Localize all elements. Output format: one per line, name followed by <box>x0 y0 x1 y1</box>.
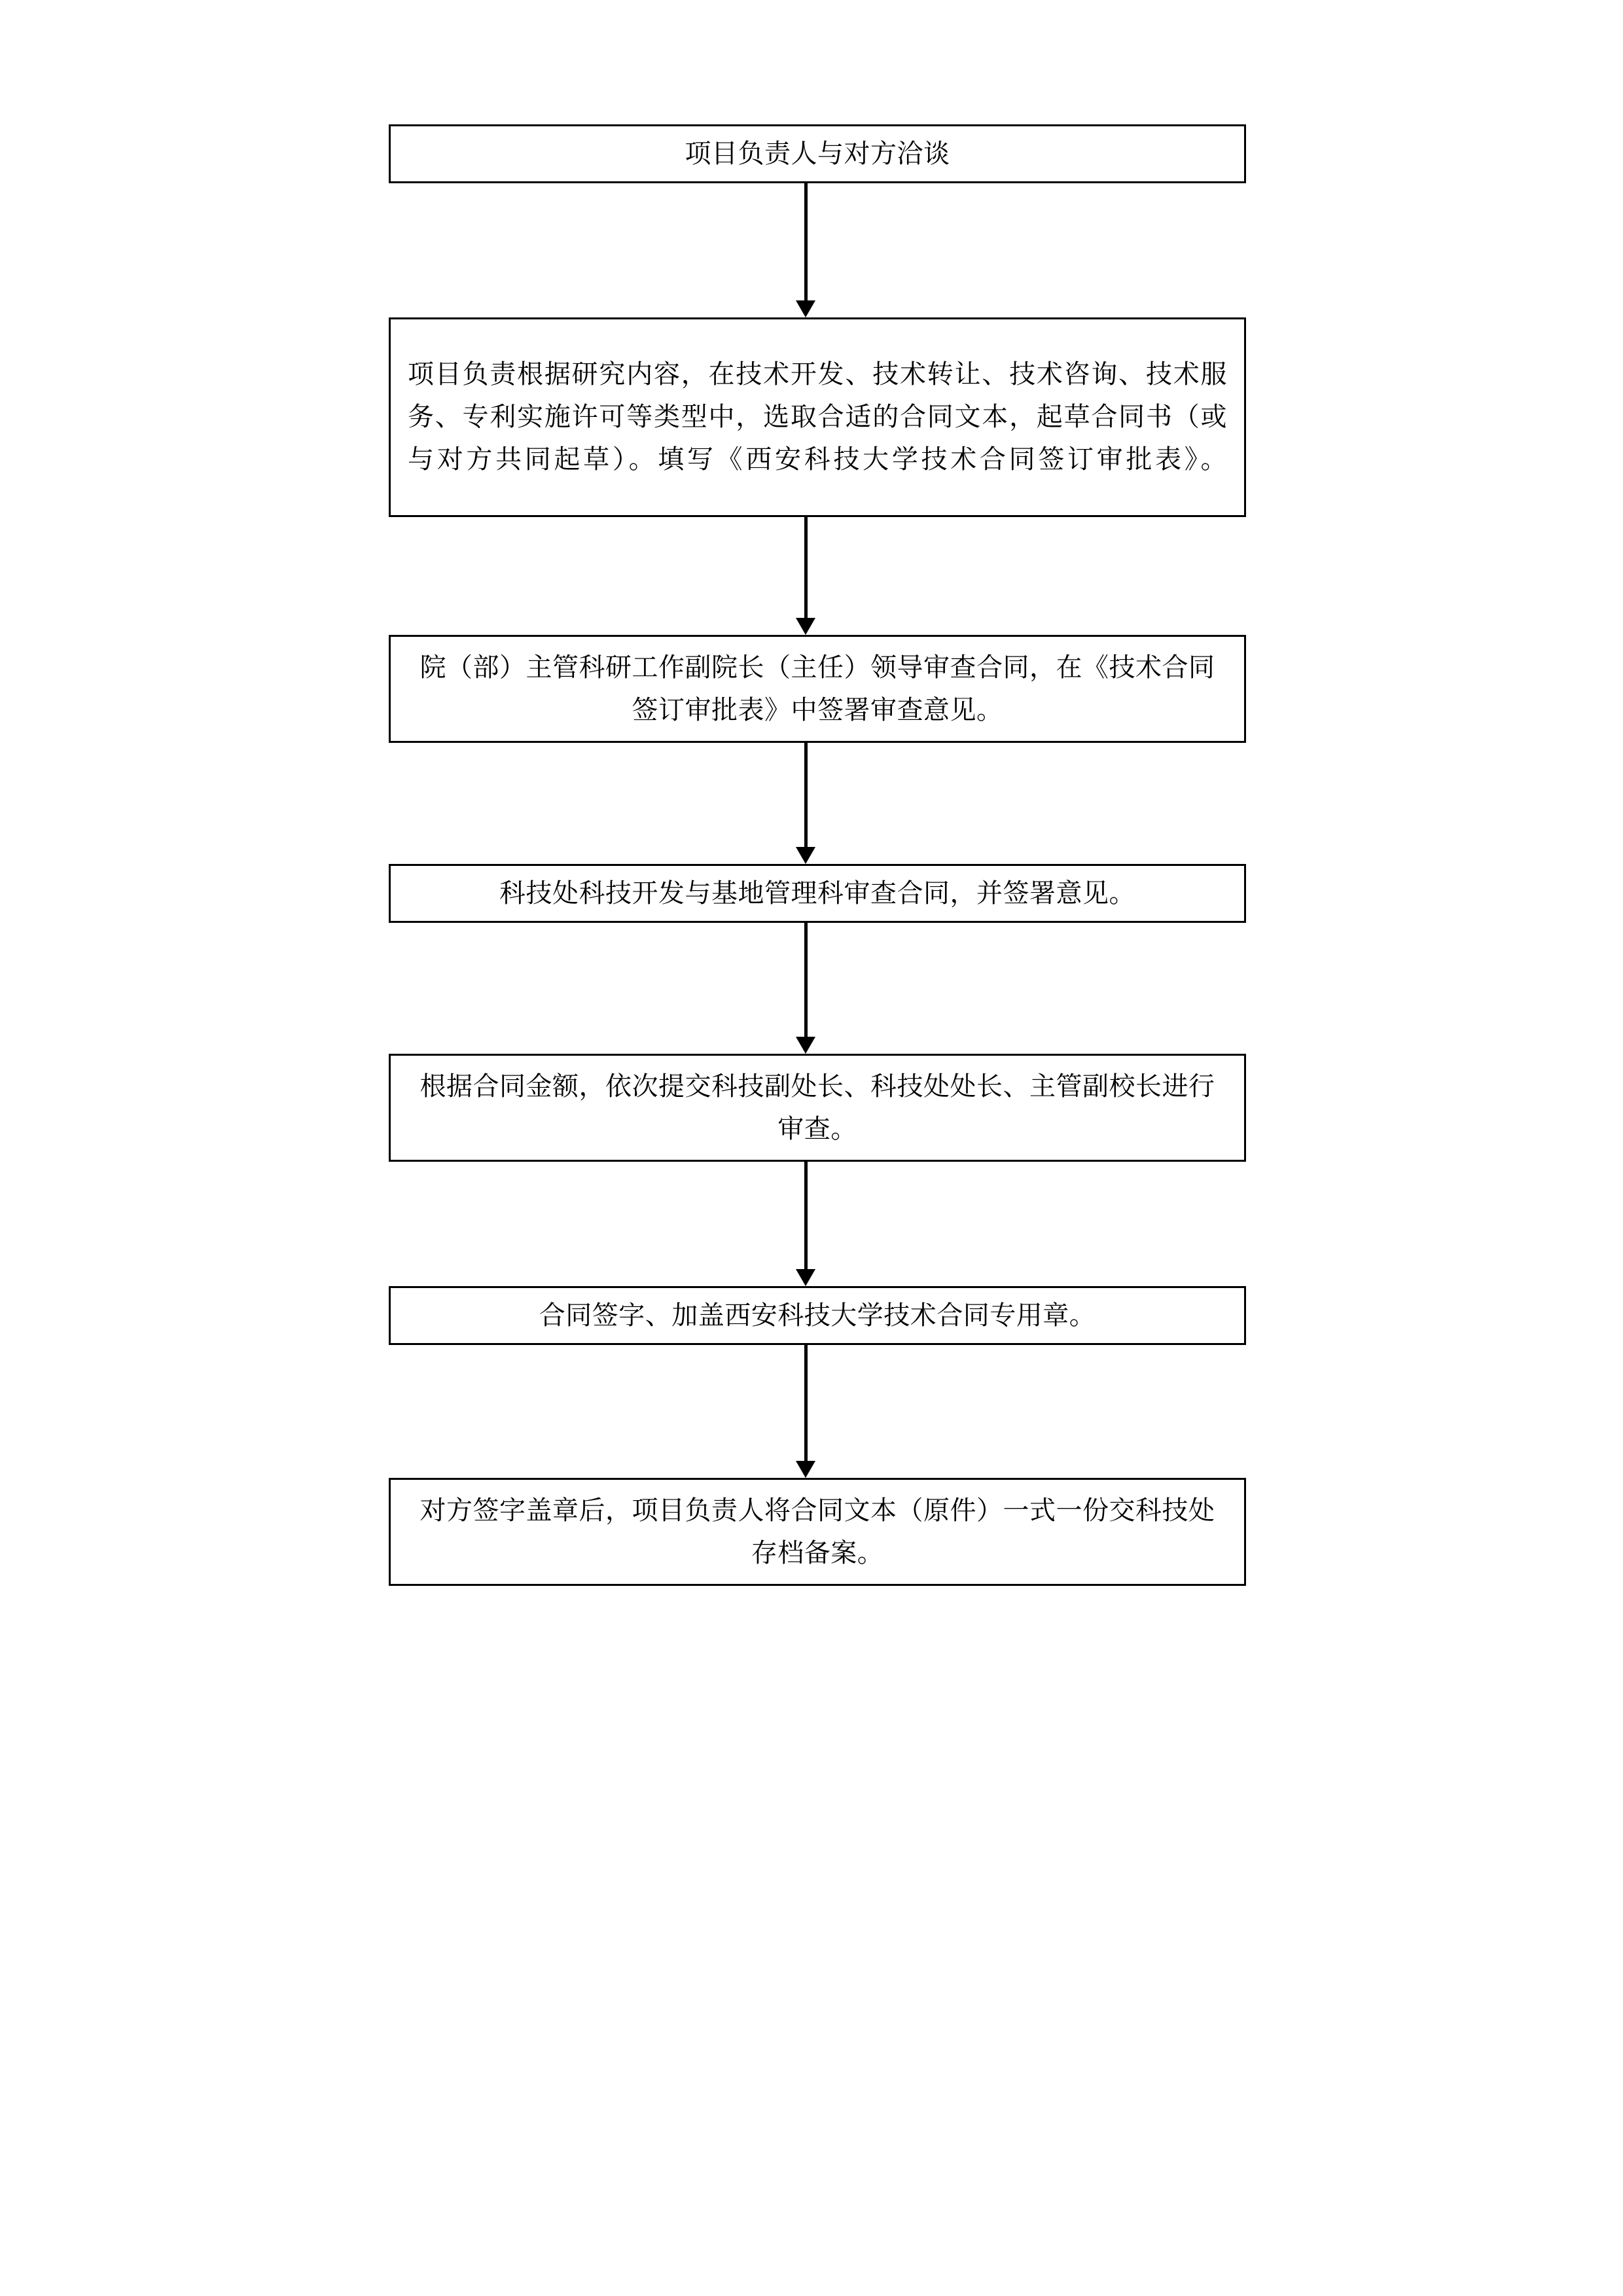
flow-node-label: 院（部）主管科研工作副院长（主任）领导审查合同，在《技术合同签订审批表》中签署审查意见。 <box>419 652 1215 725</box>
flow-node-label: 科技处科技开发与基地管理科审查合同，并签署意见。 <box>499 878 1135 908</box>
flow-node-step-1[interactable] <box>389 124 1246 183</box>
flow-node-label: 合同签字、加盖西安科技大学技术合同专用章。 <box>539 1300 1096 1330</box>
flow-node-label: 项目负责人与对方洽谈 <box>685 138 950 168</box>
flow-node-step-5[interactable] <box>389 1054 1246 1162</box>
flow-node-step-2[interactable] <box>389 317 1246 517</box>
flow-node-step-7[interactable] <box>389 1478 1246 1586</box>
flow-node-label: 根据合同金额，依次提交科技副处长、科技处处长、主管副校长进行审查。 <box>419 1071 1215 1143</box>
flow-node-step-4[interactable] <box>389 864 1246 923</box>
flow-node-step-3[interactable] <box>389 635 1246 743</box>
flow-node-label: 对方签字盖章后，项目负责人将合同文本（原件）一式一份交科技处存档备案。 <box>419 1495 1215 1568</box>
flow-node-label: 项目负责根据研究内容，在技术开发、技术转让、技术咨询、技术服务、专利实施许可等类型中，选取合适的合同文本，起草合同书（或与对方共同起草）。填写《西安科技大学技术合同签订审批表》。 <box>408 359 1227 474</box>
flow-node-step-6[interactable] <box>389 1286 1246 1345</box>
